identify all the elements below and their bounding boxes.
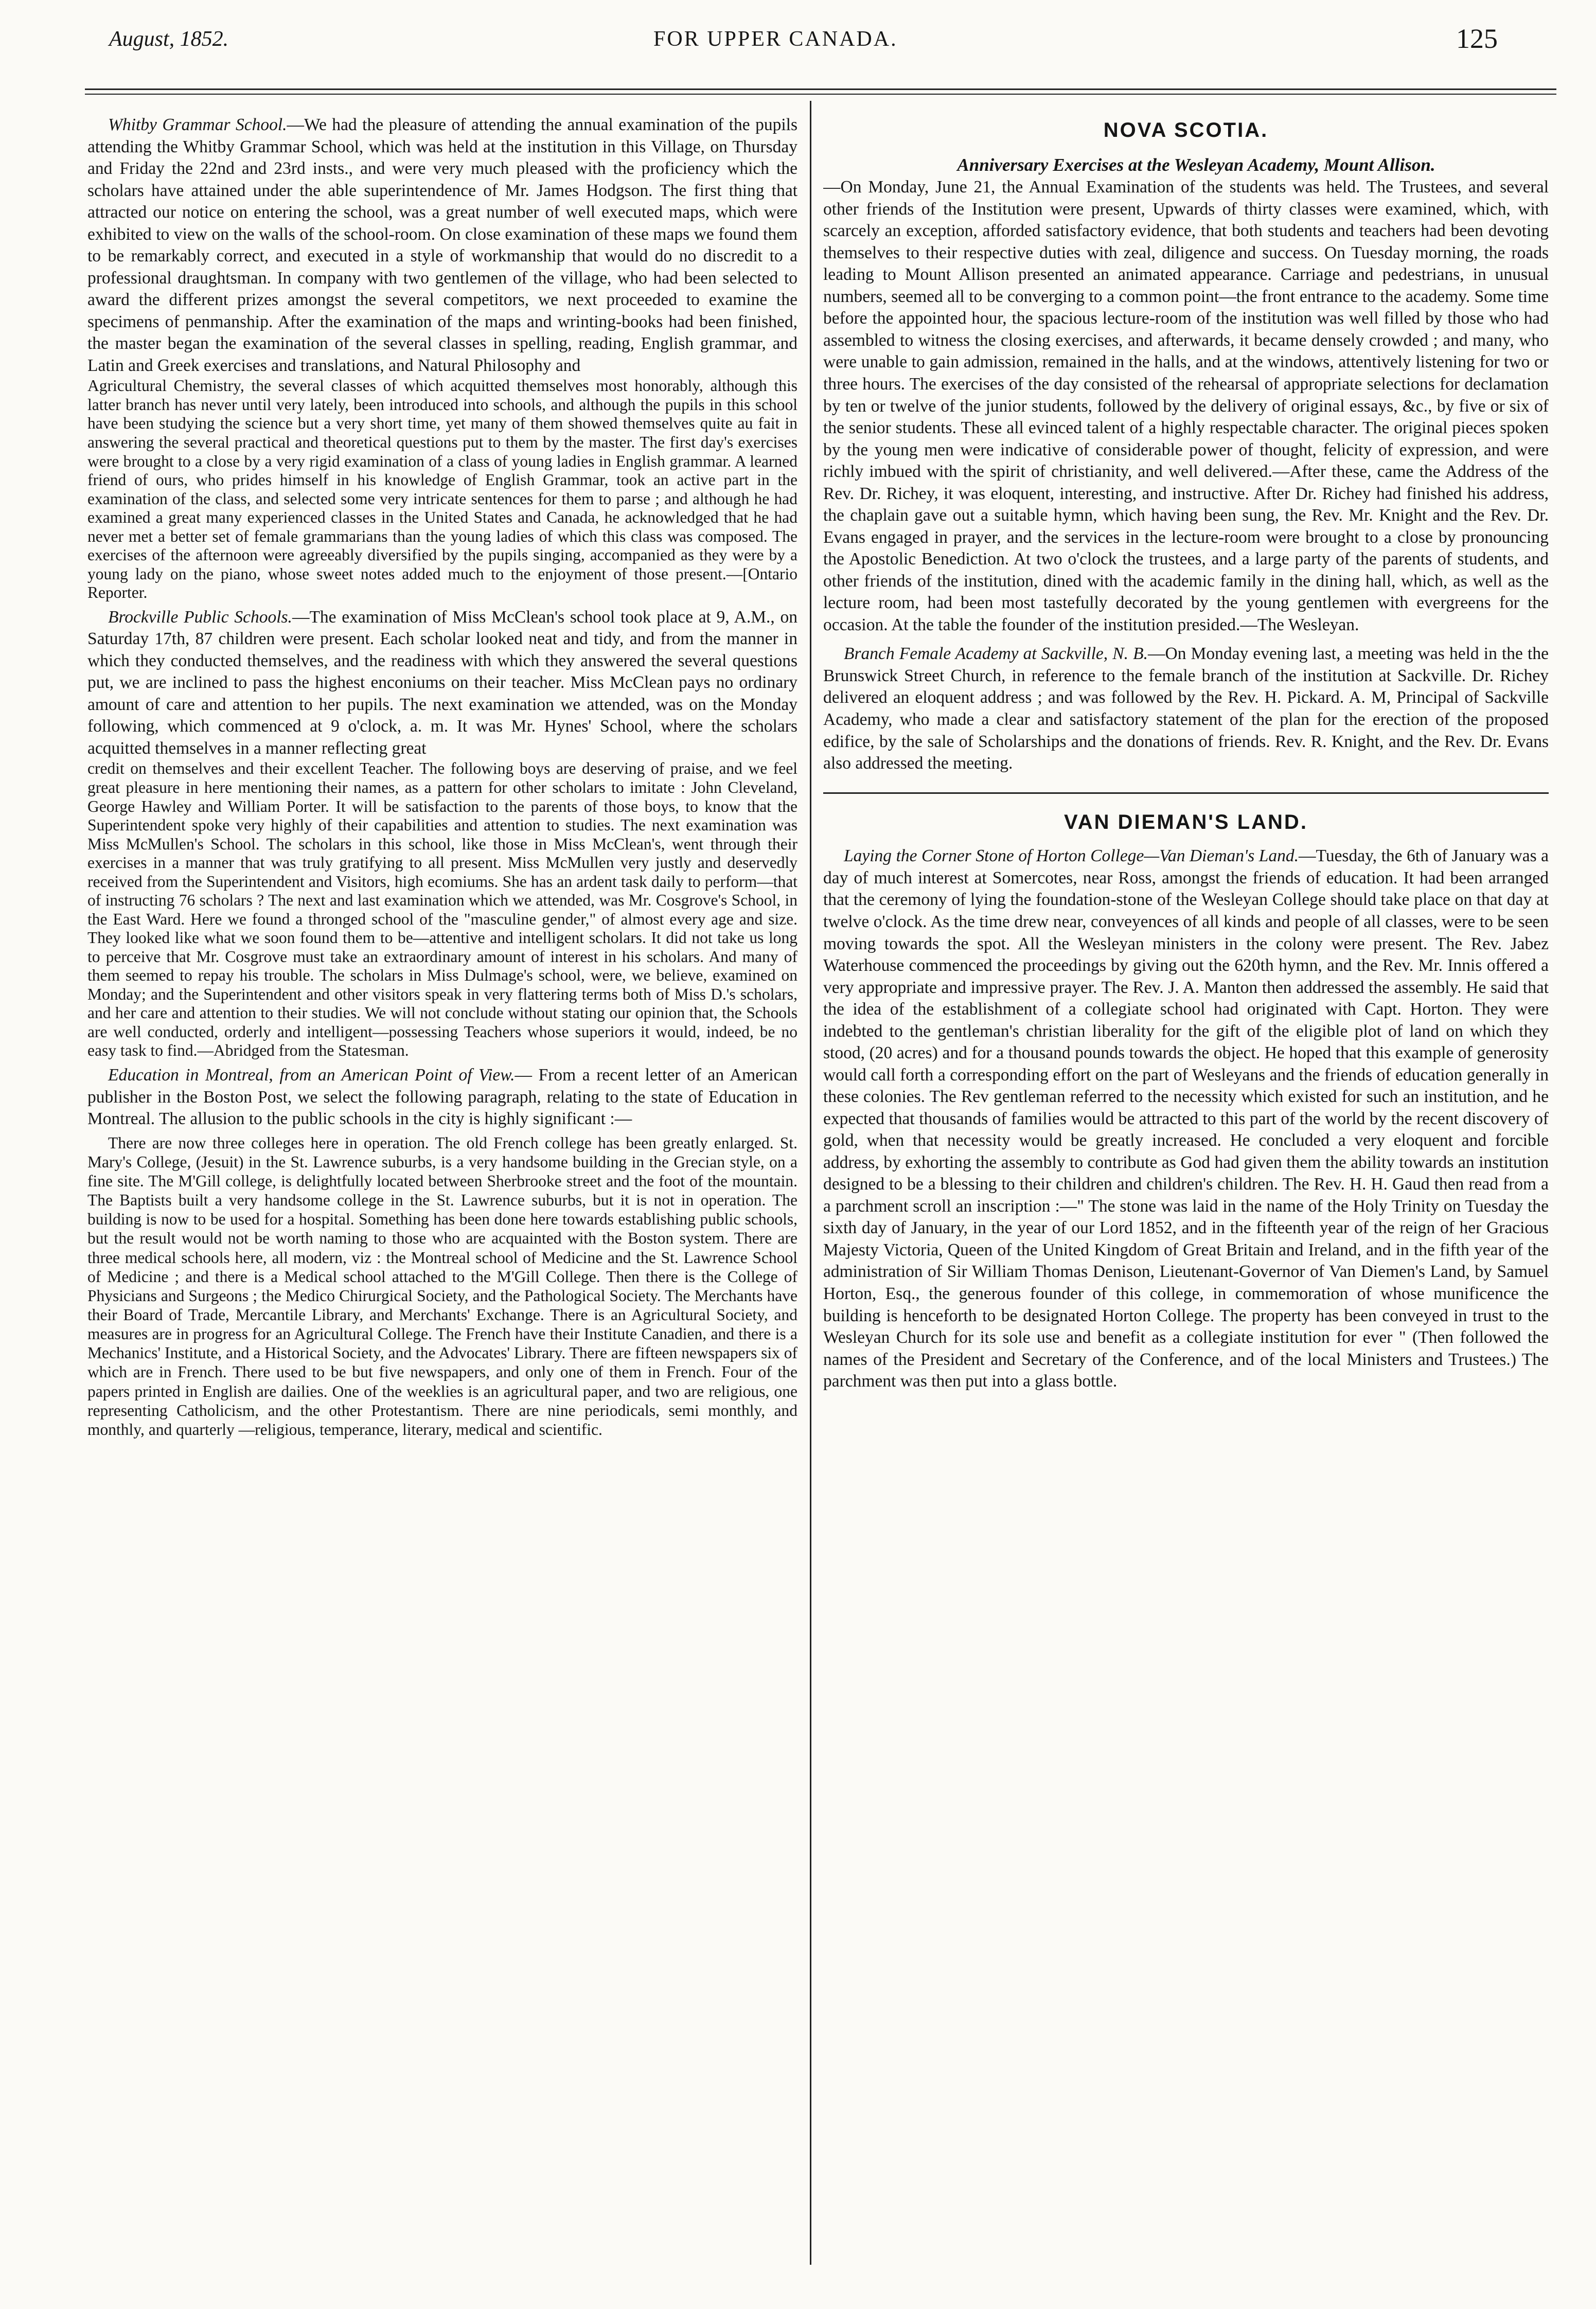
section-van-diemen bbox=[823, 809, 1549, 1393]
article-text-dense: credit on themselves and their excellent Teacher. The following boys are deserving of praise, and we feel great pleasure in here mentioning their names, as a pattern for other scholars to imitate : John Cleveland, George Hawley and William Porter. It will be satisfaction to the parents of those boys, to know that the Superintendent spoke very highly of their capabilities and attention to studies. The next examination was Miss McMullen's School. The scholars in this school, like those in Miss McClean's, went through their exercises in a manner that was truly gratifying to all present. Miss McMullen very justly and deservedly received from the Superintendent and Visitors, high ecomiums. She has an ardent task daily to perform—that of instructing 76 scholars ? The next and last examination which we attended, was Mr. Cosgrove's School, in the East Ward. Here we found a thronged school of the "masculine gender," of almost every age and size. They looked like what we soon found them to be—attentive and intelligent scholars. It did not take us long to perceive that Mr. Cosgrove must take an extraordinary amount of interest in his scholars. And many of them seemed to repay his trouble. The scholars in Miss Dulmage's school, were, we believe, examined on Monday; and the Superintendent and other visitors speak in very flattering terms both of Miss D.'s scholars, and her care and attention to their studies. We will not conclude without stating our opinion that, the Schools are well conducted, orderly and intelligent—possessing Teachers whose superiors it would, indeed, be no easy task to find.—Abridged from the Statesman. bbox=[87, 759, 797, 1060]
article-paragraph bbox=[823, 845, 1549, 1392]
article-heading: Laying the Corner Stone of Horton College—Van Dieman's Land. bbox=[844, 846, 1299, 866]
page-number: 125 bbox=[1456, 23, 1498, 54]
section-nova-scotia bbox=[823, 117, 1549, 636]
article-paragraph bbox=[87, 114, 797, 377]
article-sackville bbox=[823, 643, 1549, 774]
article-whitby bbox=[87, 114, 797, 602]
article-brockville bbox=[87, 607, 797, 1060]
article-text-dense: Agricultural Chemistry, the several classes of which acquitted themselves most honorably, although this latter branch has never until very lately, been introduced into schools, and although the pupils in this school have been studying the science but a very short time, yet many of them showed themselves quite au fait in answering the several practical and theoretical questions put to them by the master. The first day's exercises were brought to a close by a very rigid examination of a class of young ladies in English grammar. A learned friend of ours, who prides himself in his knowledge of English Grammar, took an active part in the examination of the class, and selected some very intricate sentences for them to parse ; and although he had examined a great many experienced classes in the United States and Canada, he acknowledged that he had never met a better set of female grammarians than the young ladies of which this class was composed. The exercises of the afternoon were agreeably diversified by the pupils singing, accompanied as they were by a young lady on the piano, whose sweet notes added much to the enjoyment of those present.—[Ontario Reporter. bbox=[87, 377, 797, 602]
page-date: August, 1852. bbox=[109, 27, 229, 51]
article-heading: Education in Montreal, from an American Point of View. bbox=[108, 1065, 515, 1085]
section-title: NOVA SCOTIA. bbox=[1103, 119, 1269, 141]
right-column bbox=[823, 114, 1549, 2265]
article-heading: Anniversary Exercises at the Wesleyan Academy, Mount Allison. bbox=[957, 154, 1435, 175]
section-title: VAN DIEMAN'S LAND. bbox=[1064, 810, 1308, 833]
article-text: —On Monday, June 21, the Annual Examination of the students was held. The Trustees, and several other friends of the Institution were present, Upwards of thirty classes were examined, which, with scarcely an exception, afforded satisfactory evidence, that both students and teachers had been devoting themselves to their respective duties with zeal, diligence and success. On Tuesday morning, the roads leading to Mount Allison presented an animated appearance. Carriage and pedestrians, in unusual numbers, seemed all to be converging to a common point—the front entrance to the academy. Some time before the appointed hour, the spacious lecture-room of the institution was well filled by those who had assembled to witness the closing exercises, and afterwards, it became densely crowded ; and many, who were unable to gain admission, remained in the halls, and at the windows, attentively listening for two or three hours. The exercises of the day consisted of the rehearsal of appropriate selections for declamation by ten or twelve of the junior students, followed by the delivery of original essays, &c., by five or six of the senior students. These all evinced talent of a highly respectable character. The original pieces spoken by the young men were indicative of considerable power of thought, felicity of expression, and were richly imbued with the spirit of christianity, and well delivered.—After these, came the Address of the Rev. Dr. Richey, it was eloquent, interesting, and instructive. After Dr. Richey had finished his address, the chaplain gave out a suitable hymn, which having been sung, the Rev. Mr. Knight and the Rev. Dr. Evans engaged in prayer, and the services in the lecture-room were brought to a close by pronouncing the Apostolic Benediction. At two o'clock the trustees, and a large party of the parents of students, and other friends of the institution, dined with the academic family in the dining hall, which, as well as the lecture room, had been most tastefully decorated by the young gentlemen with evergreens for the occasion. At the table the founder of the institution presided.—The Wesleyan. bbox=[823, 177, 1549, 634]
header-rule-top bbox=[85, 88, 1556, 90]
article-paragraph bbox=[87, 607, 797, 760]
article-text: —On Monday evening last, a meeting was held in the the Brunswick Street Church, in reference to the female branch of the institution at Sackville. Dr. Richey delivered an eloquent address ; and was followed by the Rev. H. Pickard. A. M, Principal of Sackville Academy, who made a clear and satisfactory statement of the plan for the erection of the proposed edifice, by the sale of Scholarships and the donations of friends. Rev. R. Knight, and the Rev. Dr. Evans also addressed the meeting. bbox=[823, 644, 1549, 773]
article-intro: — From a recent letter of an American publisher in the Boston Post, we select the following paragraph, relating to the state of Education in Montreal. The allusion to the public schools in the city is highly significant :— bbox=[87, 1065, 797, 1129]
article-quote: There are now three colleges here in operation. The old French college has been greatly enlarged. St. Mary's College, (Jesuit) in the St. Lawrence suburbs, is a very handsome building in the Grecian style, on a fine site. The M'Gill college, is delightfully located between Sherbrooke street and the foot of the mountain. The Baptists built a very handsome college in the St. Lawrence suburbs, but it is not in operation. The building is now to be used for a hospital. Something has been done here towards establishing public schools, but the result would not be worth naming to those who are acquainted with the Boston system. There are three medical schools here, all modern, viz : the Montreal school of Medicine and the St. Lawrence School of Medicine ; and there is a Medical school attached to the M'Gill College. Then there is the College of Physicians and Surgeons ; the Medico Chirurgical Society, and the Pathological Society. The Merchants have their Board of Trade, Mercantile Library, and Merchants' Exchange. There is an Agricultural Society, and measures are in progress for an Agricultural College. The French have their Institute Canadien, and there is a Mechanics' Institute, and a Historical Society, and the Advocates' Library. There are fifteen newspapers six of which are in French. There used to be but five newspapers, and only one of them in French. Four of the papers printed in English are dailies. One of the weeklies is an agricultural paper, and two are religious, one representing Catholicism, and the other Protestantism. There are nine periodicals, semi monthly, and monthly, and quarterly —religious, temperance, literary, medical and scientific. bbox=[87, 1133, 797, 1438]
article-heading: Branch Female Academy at Sackville, N. B. bbox=[844, 644, 1148, 664]
article-text: —We had the pleasure of attending the annual examination of the pupils attending the Whitby Grammar School, which was held at the institution in this Village, on Thursday and Friday the 22nd and 23rd insts., and were very much pleased with the proficiency which the scholars have attained under the able superintendence of Mr. James Hodgson. The first thing that attracted our notice on entering the school, was a great number of well executed maps, which were exhibited to view on the walls of the school-room. On close examination of these maps we found them to be remarkably correct, and executed in a style of workmanship that would do no discredit to a professional draughtsman. In company with two gentlemen of the village, who had been selected to award the different prizes amongst the several competitors, we next proceeded to examine the specimens of penmanship. After the examination of the maps and wrinting-books had been finished, the master began the examination of the several classes in spelling, reading, English grammar, and Latin and Greek exercises and translations, and Natural Philosophy and bbox=[87, 115, 797, 375]
page-running-title: FOR UPPER CANADA. bbox=[653, 27, 898, 51]
article-paragraph bbox=[823, 643, 1549, 774]
left-column bbox=[87, 114, 797, 2265]
article-heading: Brockville Public Schools. bbox=[108, 607, 292, 627]
article-montreal bbox=[87, 1064, 797, 1439]
article-heading: Whitby Grammar School. bbox=[108, 115, 287, 134]
section-separator bbox=[823, 792, 1549, 794]
column-divider bbox=[810, 101, 811, 2265]
header-rule-bottom bbox=[85, 94, 1556, 95]
article-text: —The examination of Miss McClean's school took place at 9, A.M., on Saturday 17th, 87 children were present. Each scholar looked neat and tidy, and from the manner in which they conducted themselves, and the readiness with which they answered the several questions put, we are inclined to pass the highest enconiums on their teacher. Miss McClean pays no ordinary amount of care and attention to her pupils. The next examination we attended, was on the Monday following, which commenced at 9 o'clock, a. m. It was Mr. Hynes' School, where the scholars acquitted themselves in a manner reflecting great bbox=[87, 607, 797, 758]
article-paragraph bbox=[87, 1064, 797, 1130]
article-text: —Tuesday, the 6th of January was a day of much interest at Somercotes, near Ross, amongst the friends of education. It had been arranged that the ceremony of lying the foundation-stone of the Wesleyan College should take place on that day at twelve o'clock. As the time drew near, conveyences of all kinds and people of all classes, were to be seen moving towards the spot. All the Wesleyan ministers in the colony were present. The Rev. Jabez Waterhouse commenced the proceedings by giving out the 620th hymn, and the Rev. Mr. Innis offered a very appropriate and impressive prayer. The Rev. J. A. Manton then addressed the assembly. He said that the idea of the establishment of a collegiate school had originated with Capt. Horton. They were indebted to the gentleman's christian liberality for the gift of the eligible plot of land on which they stood, (20 acres) and for a thousand pounds towards the object. He hoped that this example of generosity would call forth a corresponding effort on the part of Wesleyans and the friends of education generally in these colonies. The Rev gentleman referred to the necessity which existed for such an institution, and he expected that thousands of families would be attracted to this part of the world by the recent discovery of gold, when that necessity would be greatly increased. He concluded a very eloquent and forcible address, by exhorting the assembly to contribute as God had given them the ability towards an institution designed to be a blessing to their children and children's children. The Rev. H. H. Gaud then read from a a parchment scroll an inscription :—" The stone was laid in the name of the Holy Trinity on Tuesday the sixth day of January, in the year of our Lord 1852, and in the fifteenth year of the reign of her Gracious Majesty Victoria, Queen of the United Kingdom of Great Britain and Ireland, and in the fifth year of the administration of Sir William Thomas Denison, Lieutenant-Governor of Van Diemen's Land, by Samuel Horton, Esq., the generous founder of this college, in commemoration of whose munificence the building is henceforth to be designated Horton College. The property has been conveyed in trust to the Wesleyan Church for its sole use and benefit as a collegiate institution for ever " (Then followed the names of the President and Secretary of the Conference, and of the local Ministers and Trustees.) The parchment was then put into a glass bottle. bbox=[823, 846, 1549, 1391]
